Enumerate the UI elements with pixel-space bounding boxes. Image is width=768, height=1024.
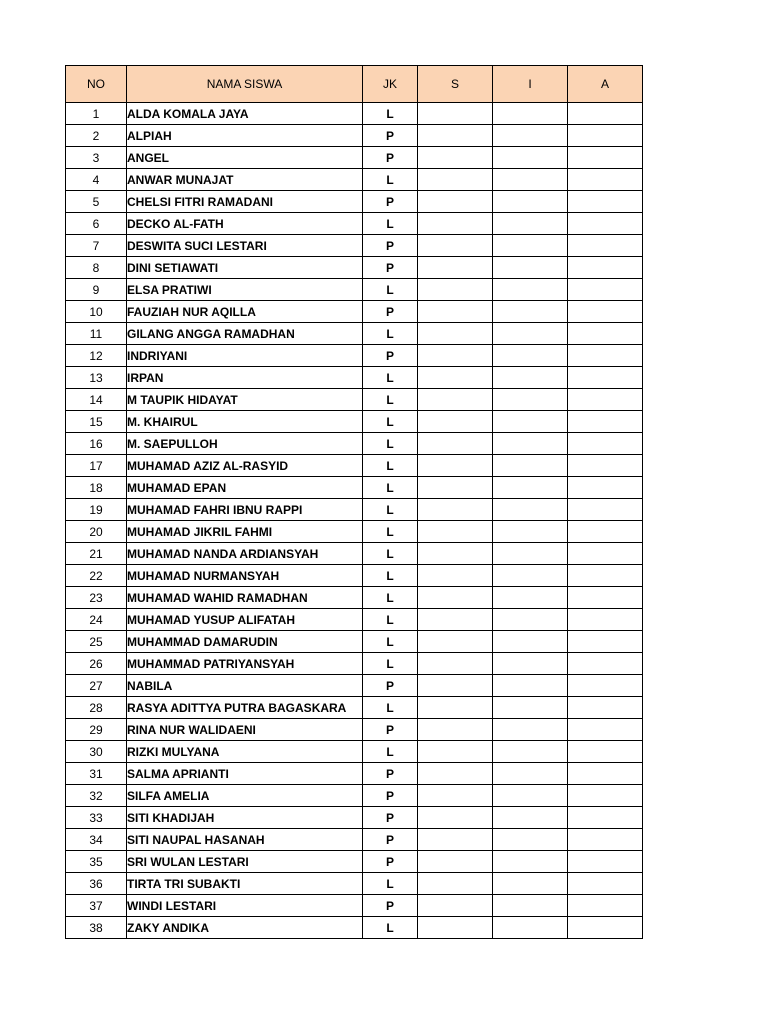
student-name-cell: ELSA PRATIWI — [127, 279, 363, 301]
row-no-cell: 7 — [66, 235, 127, 257]
header-row — [66, 66, 643, 103]
table-row — [66, 741, 643, 763]
gender-cell: L — [363, 741, 418, 763]
student-name-cell: ZAKY ANDIKA — [127, 917, 363, 939]
header-no: NO — [66, 66, 127, 103]
student-name-cell: MUHAMAD YUSUP ALIFATAH — [127, 609, 363, 631]
student-name-cell: M TAUPIK HIDAYAT — [127, 389, 363, 411]
absent-cell[interactable] — [568, 499, 643, 521]
student-name-cell: MUHAMAD EPAN — [127, 477, 363, 499]
row-no-cell: 11 — [66, 323, 127, 345]
absent-cell[interactable] — [568, 873, 643, 895]
table-row — [66, 477, 643, 499]
sick-cell[interactable] — [418, 367, 493, 389]
gender-cell: P — [363, 829, 418, 851]
sick-cell[interactable] — [418, 301, 493, 323]
row-no-cell: 1 — [66, 103, 127, 125]
student-name-cell: FAUZIAH NUR AQILLA — [127, 301, 363, 323]
gender-cell: P — [363, 257, 418, 279]
student-name-cell: NABILA — [127, 675, 363, 697]
sick-cell[interactable] — [418, 499, 493, 521]
row-no-cell: 3 — [66, 147, 127, 169]
absent-cell[interactable] — [568, 323, 643, 345]
table-row — [66, 807, 643, 829]
absent-cell[interactable] — [568, 169, 643, 191]
permission-cell[interactable] — [493, 653, 568, 675]
table-row — [66, 873, 643, 895]
gender-cell: P — [363, 895, 418, 917]
gender-cell: L — [363, 279, 418, 301]
table-row — [66, 169, 643, 191]
row-no-cell: 28 — [66, 697, 127, 719]
gender-cell: L — [363, 455, 418, 477]
student-name-cell: RINA NUR WALIDAENI — [127, 719, 363, 741]
student-name-cell: MUHAMAD NURMANSYAH — [127, 565, 363, 587]
student-name-cell: DESWITA SUCI LESTARI — [127, 235, 363, 257]
student-name-cell: GILANG ANGGA RAMADHAN — [127, 323, 363, 345]
student-name-cell: MUHAMAD JIKRIL FAHMI — [127, 521, 363, 543]
row-no-cell: 20 — [66, 521, 127, 543]
row-no-cell: 18 — [66, 477, 127, 499]
permission-cell[interactable] — [493, 917, 568, 939]
sick-cell[interactable] — [418, 521, 493, 543]
sick-cell[interactable] — [418, 103, 493, 125]
table-row — [66, 235, 643, 257]
row-no-cell: 23 — [66, 587, 127, 609]
sick-cell[interactable] — [418, 785, 493, 807]
header-jk: JK — [363, 66, 418, 103]
sick-cell[interactable] — [418, 609, 493, 631]
gender-cell: P — [363, 763, 418, 785]
sick-cell[interactable] — [418, 257, 493, 279]
row-no-cell: 21 — [66, 543, 127, 565]
absent-cell[interactable] — [568, 521, 643, 543]
sick-cell[interactable] — [418, 653, 493, 675]
row-no-cell: 34 — [66, 829, 127, 851]
row-no-cell: 33 — [66, 807, 127, 829]
gender-cell: P — [363, 125, 418, 147]
student-name-cell: M. SAEPULLOH — [127, 433, 363, 455]
permission-cell[interactable] — [493, 565, 568, 587]
table-row — [66, 345, 643, 367]
sick-cell[interactable] — [418, 565, 493, 587]
row-no-cell: 24 — [66, 609, 127, 631]
gender-cell: P — [363, 807, 418, 829]
gender-cell: P — [363, 851, 418, 873]
table-row — [66, 499, 643, 521]
table-row — [66, 191, 643, 213]
permission-cell[interactable] — [493, 587, 568, 609]
gender-cell: P — [363, 147, 418, 169]
sick-cell[interactable] — [418, 719, 493, 741]
header-s: S — [418, 66, 493, 103]
table-row — [66, 367, 643, 389]
row-no-cell: 37 — [66, 895, 127, 917]
permission-cell[interactable] — [493, 169, 568, 191]
permission-cell[interactable] — [493, 235, 568, 257]
table-row — [66, 653, 643, 675]
student-name-cell: CHELSI FITRI RAMADANI — [127, 191, 363, 213]
sick-cell[interactable] — [418, 587, 493, 609]
attendance-table — [65, 65, 643, 939]
table-row — [66, 411, 643, 433]
sick-cell[interactable] — [418, 873, 493, 895]
sick-cell[interactable] — [418, 829, 493, 851]
table-row — [66, 389, 643, 411]
absent-cell[interactable] — [568, 103, 643, 125]
table-row — [66, 785, 643, 807]
permission-cell[interactable] — [493, 851, 568, 873]
header-a: A — [568, 66, 643, 103]
absent-cell[interactable] — [568, 675, 643, 697]
permission-cell[interactable] — [493, 345, 568, 367]
table-row — [66, 323, 643, 345]
gender-cell: L — [363, 433, 418, 455]
gender-cell: P — [363, 719, 418, 741]
permission-cell[interactable] — [493, 543, 568, 565]
gender-cell: P — [363, 675, 418, 697]
table-row — [66, 697, 643, 719]
row-no-cell: 12 — [66, 345, 127, 367]
absent-cell[interactable] — [568, 565, 643, 587]
table-row — [66, 543, 643, 565]
permission-cell[interactable] — [493, 103, 568, 125]
student-name-cell: MUHAMMAD DAMARUDIN — [127, 631, 363, 653]
absent-cell[interactable] — [568, 785, 643, 807]
student-name-cell: RASYA ADITTYA PUTRA BAGASKARA — [127, 697, 363, 719]
sick-cell[interactable] — [418, 323, 493, 345]
gender-cell: L — [363, 367, 418, 389]
row-no-cell: 17 — [66, 455, 127, 477]
student-name-cell: INDRIYANI — [127, 345, 363, 367]
permission-cell[interactable] — [493, 829, 568, 851]
student-name-cell: RIZKI MULYANA — [127, 741, 363, 763]
sick-cell[interactable] — [418, 675, 493, 697]
sick-cell[interactable] — [418, 851, 493, 873]
absent-cell[interactable] — [568, 763, 643, 785]
gender-cell: P — [363, 345, 418, 367]
row-no-cell: 19 — [66, 499, 127, 521]
table-row — [66, 433, 643, 455]
sick-cell[interactable] — [418, 345, 493, 367]
table-row — [66, 521, 643, 543]
table-row — [66, 455, 643, 477]
table-row — [66, 301, 643, 323]
gender-cell: L — [363, 103, 418, 125]
permission-cell[interactable] — [493, 763, 568, 785]
permission-cell[interactable] — [493, 411, 568, 433]
row-no-cell: 36 — [66, 873, 127, 895]
student-rows — [66, 103, 643, 939]
permission-cell[interactable] — [493, 125, 568, 147]
gender-cell: L — [363, 543, 418, 565]
sick-cell[interactable] — [418, 917, 493, 939]
student-name-cell: DECKO AL-FATH — [127, 213, 363, 235]
permission-cell[interactable] — [493, 279, 568, 301]
row-no-cell: 6 — [66, 213, 127, 235]
permission-cell[interactable] — [493, 323, 568, 345]
student-name-cell: SITI KHADIJAH — [127, 807, 363, 829]
student-name-cell: M. KHAIRUL — [127, 411, 363, 433]
permission-cell[interactable] — [493, 213, 568, 235]
gender-cell: P — [363, 235, 418, 257]
permission-cell[interactable] — [493, 389, 568, 411]
absent-cell[interactable] — [568, 543, 643, 565]
student-name-cell: SALMA APRIANTI — [127, 763, 363, 785]
gender-cell: L — [363, 213, 418, 235]
gender-cell: P — [363, 785, 418, 807]
permission-cell[interactable] — [493, 191, 568, 213]
table-row — [66, 917, 643, 939]
sick-cell[interactable] — [418, 147, 493, 169]
gender-cell: L — [363, 587, 418, 609]
absent-cell[interactable] — [568, 653, 643, 675]
student-name-cell: MUHAMAD FAHRI IBNU RAPPI — [127, 499, 363, 521]
absent-cell[interactable] — [568, 257, 643, 279]
student-name-cell: MUHAMAD AZIZ AL-RASYID — [127, 455, 363, 477]
row-no-cell: 32 — [66, 785, 127, 807]
student-name-cell: WINDI LESTARI — [127, 895, 363, 917]
row-no-cell: 10 — [66, 301, 127, 323]
gender-cell: L — [363, 169, 418, 191]
row-no-cell: 9 — [66, 279, 127, 301]
absent-cell[interactable] — [568, 851, 643, 873]
table-row — [66, 631, 643, 653]
row-no-cell: 27 — [66, 675, 127, 697]
sick-cell[interactable] — [418, 279, 493, 301]
header-i: I — [493, 66, 568, 103]
table-row — [66, 279, 643, 301]
student-name-cell: MUHAMMAD PATRIYANSYAH — [127, 653, 363, 675]
student-name-cell: SITI NAUPAL HASANAH — [127, 829, 363, 851]
row-no-cell: 30 — [66, 741, 127, 763]
permission-cell[interactable] — [493, 521, 568, 543]
table-row — [66, 675, 643, 697]
absent-cell[interactable] — [568, 807, 643, 829]
row-no-cell: 13 — [66, 367, 127, 389]
permission-cell[interactable] — [493, 499, 568, 521]
absent-cell[interactable] — [568, 147, 643, 169]
table-row — [66, 719, 643, 741]
sick-cell[interactable] — [418, 213, 493, 235]
permission-cell[interactable] — [493, 609, 568, 631]
absent-cell[interactable] — [568, 477, 643, 499]
sick-cell[interactable] — [418, 191, 493, 213]
sick-cell[interactable] — [418, 389, 493, 411]
row-no-cell: 38 — [66, 917, 127, 939]
student-name-cell: ALPIAH — [127, 125, 363, 147]
sick-cell[interactable] — [418, 455, 493, 477]
sick-cell[interactable] — [418, 741, 493, 763]
gender-cell: L — [363, 565, 418, 587]
sick-cell[interactable] — [418, 411, 493, 433]
absent-cell[interactable] — [568, 279, 643, 301]
gender-cell: L — [363, 873, 418, 895]
table-row — [66, 851, 643, 873]
row-no-cell: 29 — [66, 719, 127, 741]
student-name-cell: ALDA KOMALA JAYA — [127, 103, 363, 125]
table-row — [66, 587, 643, 609]
gender-cell: P — [363, 301, 418, 323]
table-row — [66, 763, 643, 785]
absent-cell[interactable] — [568, 213, 643, 235]
absent-cell[interactable] — [568, 631, 643, 653]
student-name-cell: ANWAR MUNAJAT — [127, 169, 363, 191]
gender-cell: L — [363, 477, 418, 499]
absent-cell[interactable] — [568, 235, 643, 257]
absent-cell[interactable] — [568, 345, 643, 367]
row-no-cell: 26 — [66, 653, 127, 675]
absent-cell[interactable] — [568, 829, 643, 851]
gender-cell: L — [363, 697, 418, 719]
table-row — [66, 895, 643, 917]
sick-cell[interactable] — [418, 807, 493, 829]
row-no-cell: 25 — [66, 631, 127, 653]
row-no-cell: 35 — [66, 851, 127, 873]
table-row — [66, 125, 643, 147]
permission-cell[interactable] — [493, 257, 568, 279]
sick-cell[interactable] — [418, 763, 493, 785]
absent-cell[interactable] — [568, 719, 643, 741]
absent-cell[interactable] — [568, 367, 643, 389]
sick-cell[interactable] — [418, 477, 493, 499]
permission-cell[interactable] — [493, 807, 568, 829]
permission-cell[interactable] — [493, 785, 568, 807]
absent-cell[interactable] — [568, 411, 643, 433]
table-row — [66, 213, 643, 235]
student-name-cell: MUHAMAD WAHID RAMADHAN — [127, 587, 363, 609]
student-name-cell: DINI SETIAWATI — [127, 257, 363, 279]
sick-cell[interactable] — [418, 433, 493, 455]
student-name-cell: SRI WULAN LESTARI — [127, 851, 363, 873]
sick-cell[interactable] — [418, 235, 493, 257]
gender-cell: L — [363, 609, 418, 631]
permission-cell[interactable] — [493, 719, 568, 741]
permission-cell[interactable] — [493, 697, 568, 719]
permission-cell[interactable] — [493, 301, 568, 323]
sick-cell[interactable] — [418, 169, 493, 191]
absent-cell[interactable] — [568, 301, 643, 323]
table-row — [66, 103, 643, 125]
absent-cell[interactable] — [568, 917, 643, 939]
permission-cell[interactable] — [493, 873, 568, 895]
absent-cell[interactable] — [568, 125, 643, 147]
gender-cell: L — [363, 917, 418, 939]
gender-cell: L — [363, 631, 418, 653]
student-name-cell: SILFA AMELIA — [127, 785, 363, 807]
permission-cell[interactable] — [493, 147, 568, 169]
table-row — [66, 565, 643, 587]
permission-cell[interactable] — [493, 675, 568, 697]
student-name-cell: ANGEL — [127, 147, 363, 169]
absent-cell[interactable] — [568, 609, 643, 631]
permission-cell[interactable] — [493, 455, 568, 477]
row-no-cell: 16 — [66, 433, 127, 455]
gender-cell: L — [363, 389, 418, 411]
gender-cell: L — [363, 499, 418, 521]
student-name-cell: TIRTA TRI SUBAKTI — [127, 873, 363, 895]
row-no-cell: 2 — [66, 125, 127, 147]
student-name-cell: MUHAMAD NANDA ARDIANSYAH — [127, 543, 363, 565]
sick-cell[interactable] — [418, 895, 493, 917]
student-name-cell: IRPAN — [127, 367, 363, 389]
row-no-cell: 4 — [66, 169, 127, 191]
gender-cell: P — [363, 191, 418, 213]
row-no-cell: 8 — [66, 257, 127, 279]
row-no-cell: 14 — [66, 389, 127, 411]
sick-cell[interactable] — [418, 697, 493, 719]
absent-cell[interactable] — [568, 697, 643, 719]
sick-cell[interactable] — [418, 631, 493, 653]
absent-cell[interactable] — [568, 741, 643, 763]
header-nama-siswa: NAMA SISWA — [127, 66, 363, 103]
absent-cell[interactable] — [568, 389, 643, 411]
row-no-cell: 5 — [66, 191, 127, 213]
absent-cell[interactable] — [568, 455, 643, 477]
sick-cell[interactable] — [418, 125, 493, 147]
absent-cell[interactable] — [568, 433, 643, 455]
permission-cell[interactable] — [493, 433, 568, 455]
absent-cell[interactable] — [568, 191, 643, 213]
row-no-cell: 15 — [66, 411, 127, 433]
row-no-cell: 31 — [66, 763, 127, 785]
row-no-cell: 22 — [66, 565, 127, 587]
table-row — [66, 609, 643, 631]
permission-cell[interactable] — [493, 741, 568, 763]
permission-cell[interactable] — [493, 477, 568, 499]
table-row — [66, 147, 643, 169]
gender-cell: L — [363, 521, 418, 543]
permission-cell[interactable] — [493, 631, 568, 653]
table-row — [66, 829, 643, 851]
table-header — [66, 66, 643, 103]
permission-cell[interactable] — [493, 895, 568, 917]
gender-cell: L — [363, 323, 418, 345]
gender-cell: L — [363, 411, 418, 433]
table-row — [66, 257, 643, 279]
sick-cell[interactable] — [418, 543, 493, 565]
absent-cell[interactable] — [568, 587, 643, 609]
gender-cell: L — [363, 653, 418, 675]
permission-cell[interactable] — [493, 367, 568, 389]
absent-cell[interactable] — [568, 895, 643, 917]
